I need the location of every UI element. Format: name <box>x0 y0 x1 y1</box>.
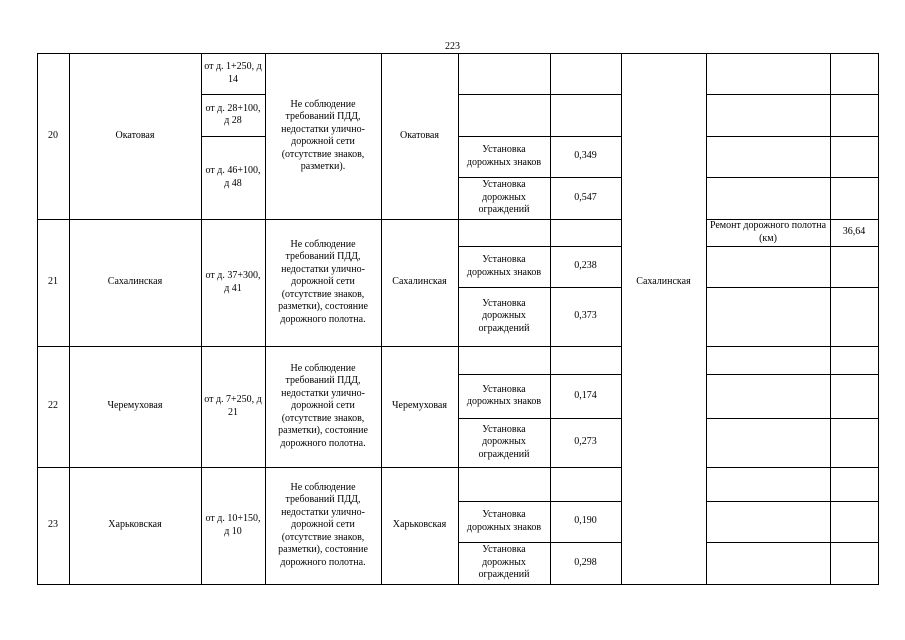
table-rule <box>706 287 878 288</box>
location-range: от д. 10+150, д 10 <box>205 513 261 537</box>
row-number: 23 <box>48 519 58 531</box>
location-range: от д. 7+250, д 21 <box>204 394 262 418</box>
location-range: от д. 28+100, д 28 <box>205 102 261 126</box>
measure-value: 0,273 <box>574 436 597 448</box>
page-number: 223 <box>445 41 460 52</box>
measure-name: Установка дорожных знаков <box>466 254 542 278</box>
table-rule <box>830 53 831 585</box>
street-name-2: Сахалинская <box>392 276 447 288</box>
measure-name: Установка дорожных знаков <box>466 383 542 407</box>
repair-name: Ремонт дорожного полотна (км) <box>709 220 827 244</box>
table-rule <box>706 177 878 178</box>
table-rule <box>706 136 878 137</box>
street-name: Черемуховая <box>107 400 163 412</box>
measure-name: Установка дорожных ограждений <box>478 297 530 334</box>
measure-name: Установка дорожных ограждений <box>478 544 530 581</box>
table-rule <box>458 94 621 95</box>
table-rule <box>706 418 878 419</box>
street-name: Харьковская <box>108 519 162 531</box>
street-name-2: Черемуховая <box>392 400 447 412</box>
row-number: 20 <box>48 129 58 141</box>
location-range: от д. 1+250, д 14 <box>204 61 262 85</box>
measure-name: Установка дорожных знаков <box>466 509 542 533</box>
repair-street: Сахалинская <box>636 276 691 288</box>
measure-value: 0,298 <box>574 556 597 568</box>
problem-description: Не соблюдение требований ПДД, недостатки улично-дорожной сети (отсутствие знаков, разметки), состояние дорожного полотна. <box>278 481 368 568</box>
street-name: Окатовая <box>115 129 155 141</box>
measure-name: Установка дорожных ограждений <box>478 179 530 216</box>
table-rule <box>706 246 878 247</box>
table-rule <box>706 501 878 502</box>
measure-name: Установка дорожных знаков <box>466 144 542 168</box>
measure-value: 0,349 <box>574 150 597 162</box>
row-number: 22 <box>48 400 58 412</box>
table-rule <box>706 467 878 468</box>
table-rule <box>706 374 878 375</box>
location-range: от д. 37+300, д 41 <box>205 270 261 294</box>
measure-value: 0,547 <box>574 191 597 203</box>
table-rule <box>706 542 878 543</box>
repair-value: 36,64 <box>842 226 866 238</box>
location-range: от д. 46+100, д 48 <box>205 165 261 189</box>
table-rule <box>878 53 879 585</box>
problem-description: Не соблюдение требований ПДД, недостатки улично-дорожной сети (отсутствие знаков, разметки). <box>281 98 365 172</box>
measure-value: 0,190 <box>574 515 597 527</box>
table-rule <box>706 53 707 585</box>
street-name-2: Харьковская <box>392 519 447 531</box>
table-rule <box>706 346 878 347</box>
problem-description: Не соблюдение требований ПДД, недостатки улично-дорожной сети (отсутствие знаков, разметки), состояние дорожного полотна. <box>278 362 368 449</box>
measure-value: 0,373 <box>574 310 597 322</box>
measure-name: Установка дорожных ограждений <box>478 423 530 460</box>
row-number: 21 <box>48 276 58 288</box>
street-name: Сахалинская <box>107 276 163 288</box>
measure-value: 0,174 <box>574 389 597 401</box>
street-name-2: Окатовая <box>400 129 439 141</box>
measure-value: 0,238 <box>574 260 597 272</box>
problem-description: Не соблюдение требований ПДД, недостатки улично-дорожной сети (отсутствие знаков, разметки), состояние дорожного полотна. <box>278 238 368 325</box>
table-rule <box>37 584 879 585</box>
table-rule <box>706 94 878 95</box>
